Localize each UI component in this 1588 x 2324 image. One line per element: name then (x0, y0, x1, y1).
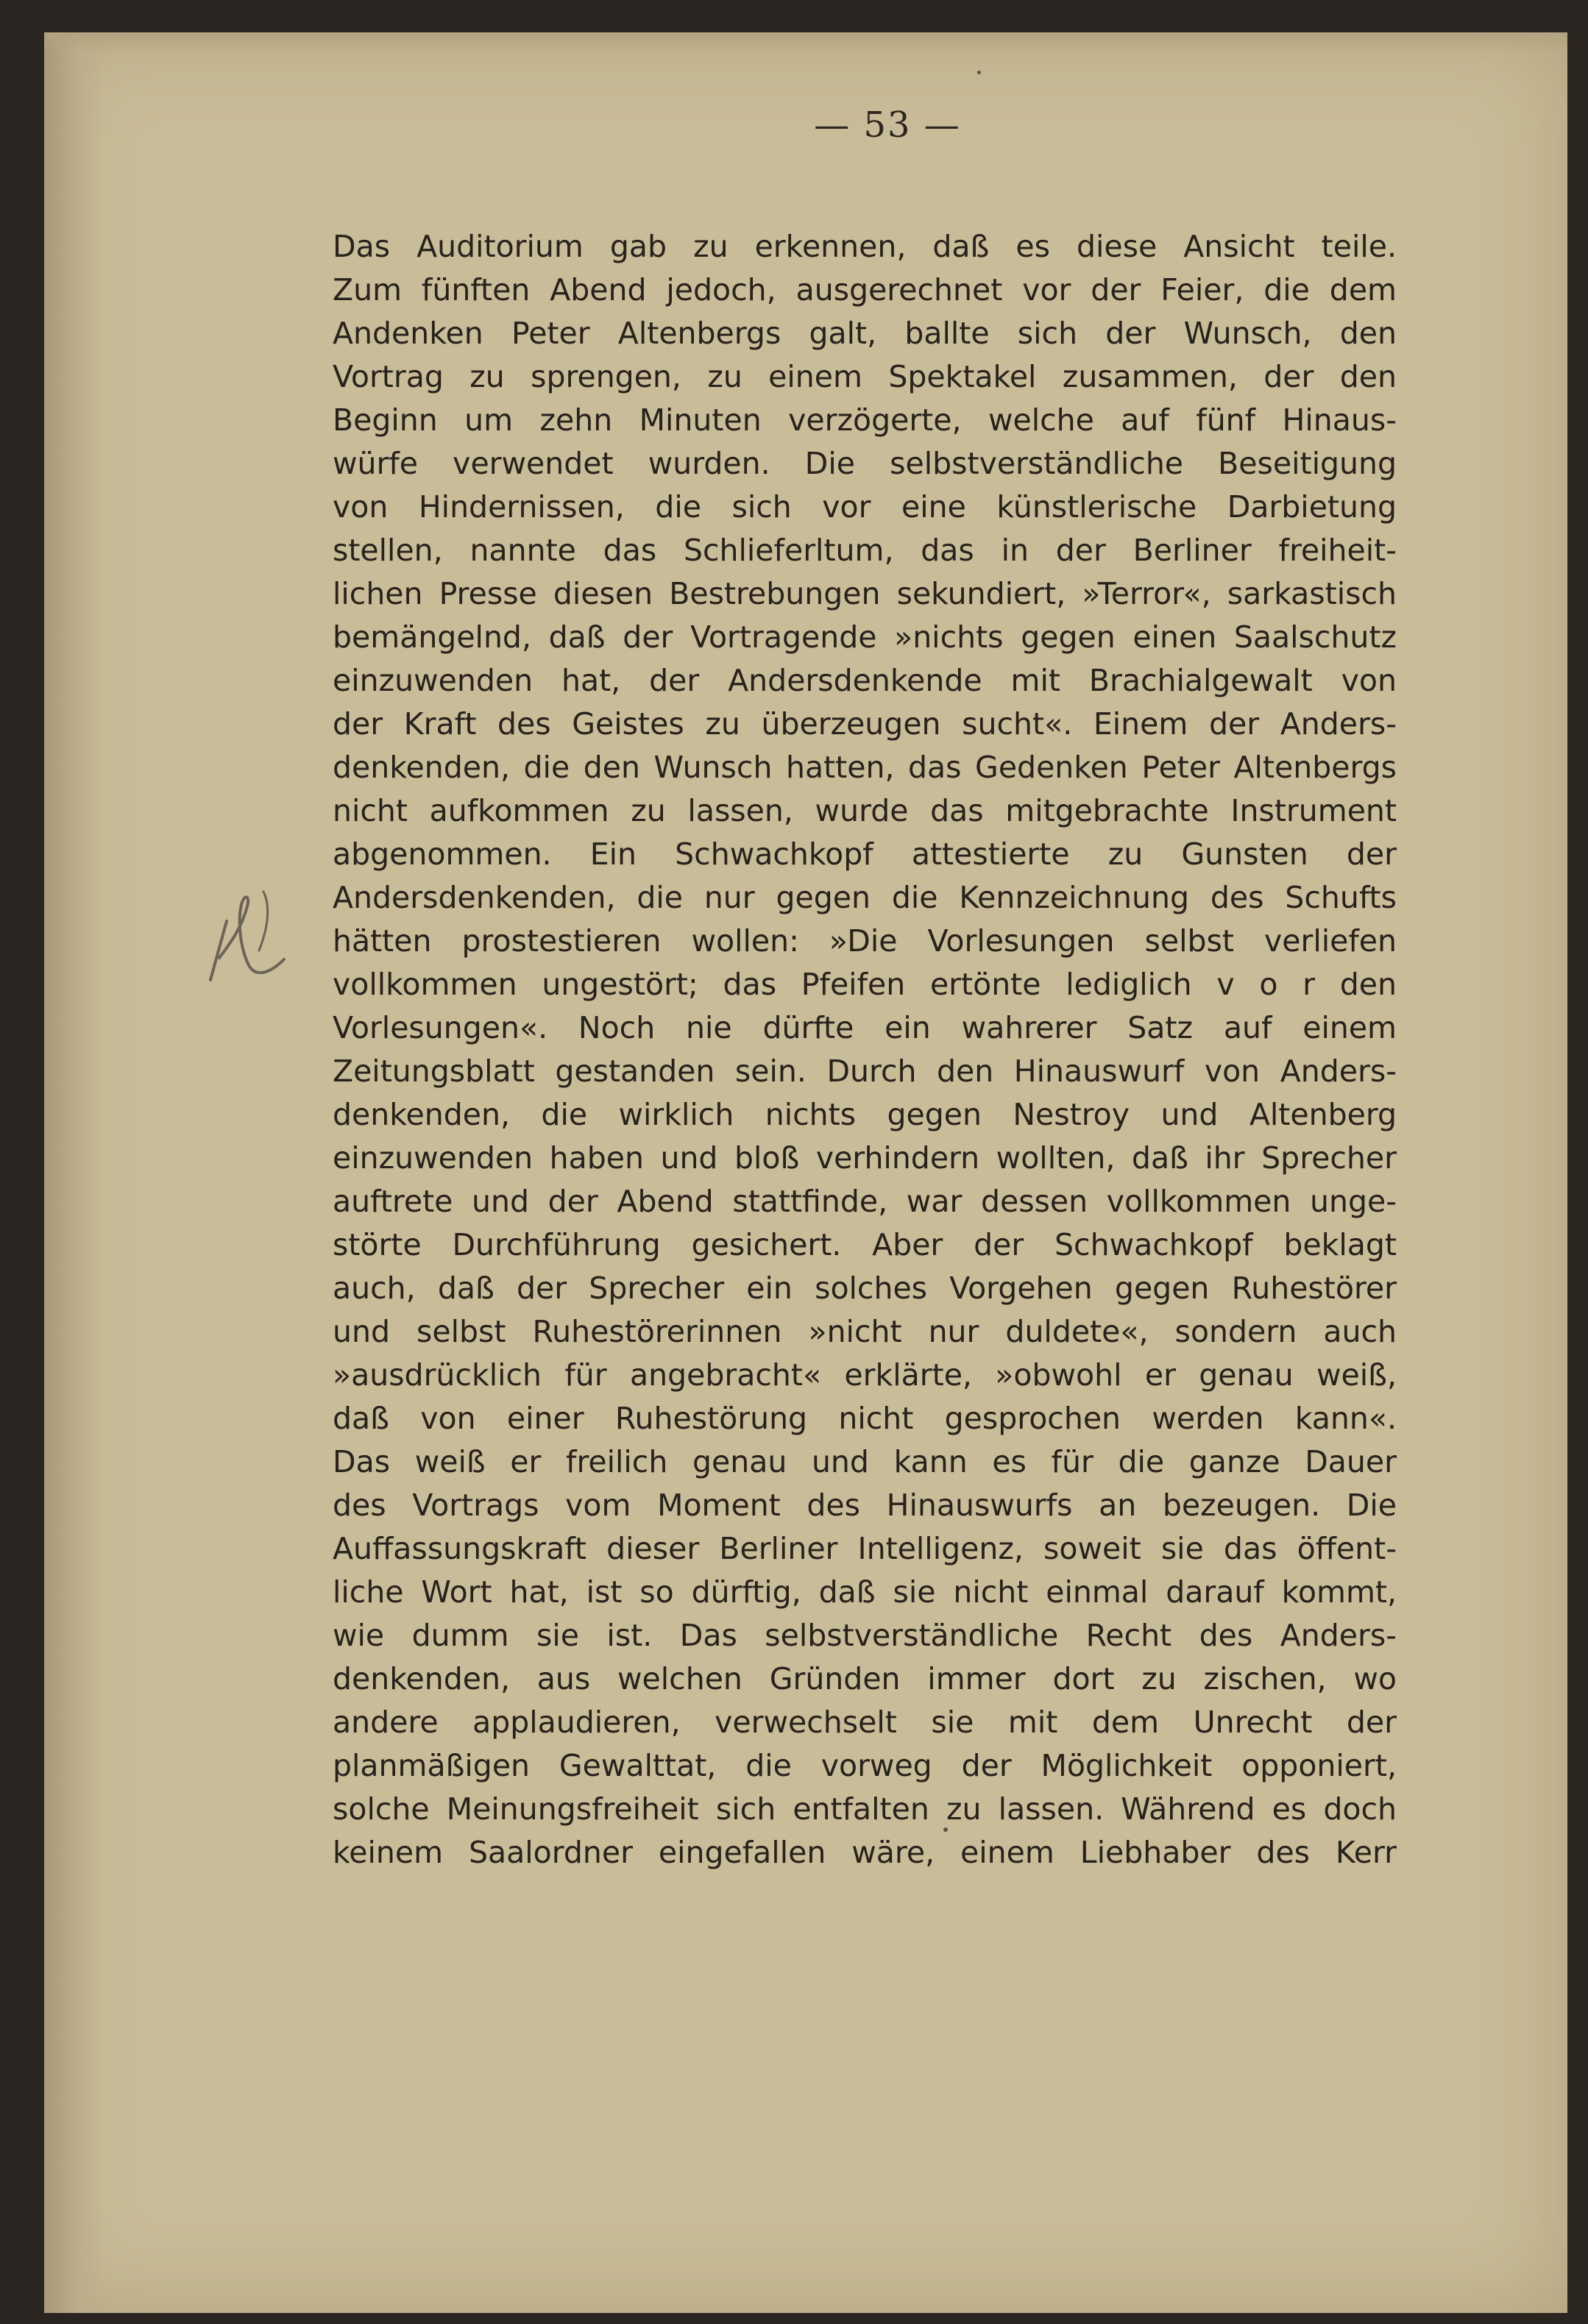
text-line: Zeitungsblatt gestanden sein. Durch den Hinauswurf von Anders- (333, 1053, 1397, 1089)
text-line: von Hindernissen, die sich vor eine künstlerische Darbietung (333, 489, 1397, 525)
book-page (44, 32, 1567, 2313)
text-line: auch, daß der Sprecher ein solches Vorgehen gegen Ruhestörer (333, 1271, 1397, 1306)
text-line: Auffassungskraft dieser Berliner Intelligenz, soweit sie das öffent- (333, 1531, 1397, 1566)
text-line: bemängelnd, daß der Vortragende »nichts gegen einen Saalschutz (333, 619, 1397, 655)
text-line: daß von einer Ruhestörung nicht gesprochen werden kann«. (333, 1401, 1397, 1436)
text-line: andere applaudieren, verwechselt sie mit dem Unrecht der (333, 1705, 1397, 1740)
page-number: — 53 — (814, 104, 961, 146)
paper-speck (977, 71, 981, 74)
text-line: Beginn um zehn Minuten verzögerte, welche auf fünf Hinaus- (333, 402, 1397, 438)
text-line: lichen Presse diesen Bestrebungen sekundiert, »Terror«, sarkastisch (333, 576, 1397, 611)
text-line: einzuwenden hat, der Andersdenkende mit Brachialgewalt von (333, 663, 1397, 698)
handwritten-margin-mark-icon (197, 877, 300, 987)
text-line: würfe verwendet wurden. Die selbstverständliche Beseitigung (333, 446, 1397, 481)
text-line: denkenden, die wirklich nichts gegen Nestroy und Altenberg (333, 1097, 1397, 1132)
paper-speck (943, 1827, 948, 1832)
text-line: des Vortrags vom Moment des Hinauswurfs an bezeugen. Die (333, 1488, 1397, 1523)
text-line: solche Meinungsfreiheit sich entfalten zu lassen. Während es doch (333, 1791, 1397, 1827)
text-line: denkenden, aus welchen Gründen immer dort zu zischen, wo (333, 1661, 1397, 1696)
text-line: Vortrag zu sprengen, zu einem Spektakel zusammen, der den (333, 359, 1397, 394)
text-line: Zum fünften Abend jedoch, ausgerechnet vor der Feier, die dem (333, 272, 1397, 308)
text-line: der Kraft des Geistes zu überzeugen sucht«. Einem der Anders- (333, 706, 1397, 742)
text-line: und selbst Ruhestörerinnen »nicht nur duldete«, sondern auch (333, 1314, 1397, 1349)
text-line: wie dumm sie ist. Das selbstverständliche Recht des Anders- (333, 1618, 1397, 1653)
text-line: planmäßigen Gewalttat, die vorweg der Möglichkeit opponiert, (333, 1748, 1397, 1783)
text-line: Andersdenkenden, die nur gegen die Kennzeichnung des Schufts (333, 880, 1397, 915)
text-line: Andenken Peter Altenbergs galt, ballte sich der Wunsch, den (333, 316, 1397, 351)
text-line: nicht aufkommen zu lassen, wurde das mitgebrachte Instrument (333, 793, 1397, 828)
text-line: hätten prostestieren wollen: »Die Vorlesungen selbst verliefen (333, 923, 1397, 959)
text-line: störte Durchführung gesichert. Aber der Schwachkopf beklagt (333, 1227, 1397, 1262)
text-line: liche Wort hat, ist so dürftig, daß sie nicht einmal darauf kommt, (333, 1574, 1397, 1610)
text-line: keinem Saalordner eingefallen wäre, einem Liebhaber des Kerr (333, 1835, 1397, 1870)
body-text (333, 225, 1397, 1875)
text-line: stellen, nannte das Schlieferltum, das in der Berliner freiheit- (333, 533, 1397, 568)
text-line: Das Auditorium gab zu erkennen, daß es diese Ansicht teile. (333, 229, 1397, 264)
text-line: vollkommen ungestört; das Pfeifen ertönte lediglich v o r den (333, 967, 1397, 1002)
page-gutter-shadow (44, 32, 103, 2313)
page-top-shadow (44, 32, 1567, 53)
text-line: abgenommen. Ein Schwachkopf attestierte zu Gunsten der (333, 836, 1397, 872)
text-line: einzuwenden haben und bloß verhindern wollten, daß ihr Sprecher (333, 1140, 1397, 1176)
text-line: denkenden, die den Wunsch hatten, das Gedenken Peter Altenbergs (333, 750, 1397, 785)
text-line: »ausdrücklich für angebracht« erklärte, »obwohl er genau weiß, (333, 1357, 1397, 1393)
text-line: Vorlesungen«. Noch nie dürfte ein wahrerer Satz auf einem (333, 1010, 1397, 1045)
text-line: Das weiß er freilich genau und kann es für die ganze Dauer (333, 1444, 1397, 1479)
text-line: auftrete und der Abend stattfinde, war dessen vollkommen unge- (333, 1184, 1397, 1219)
